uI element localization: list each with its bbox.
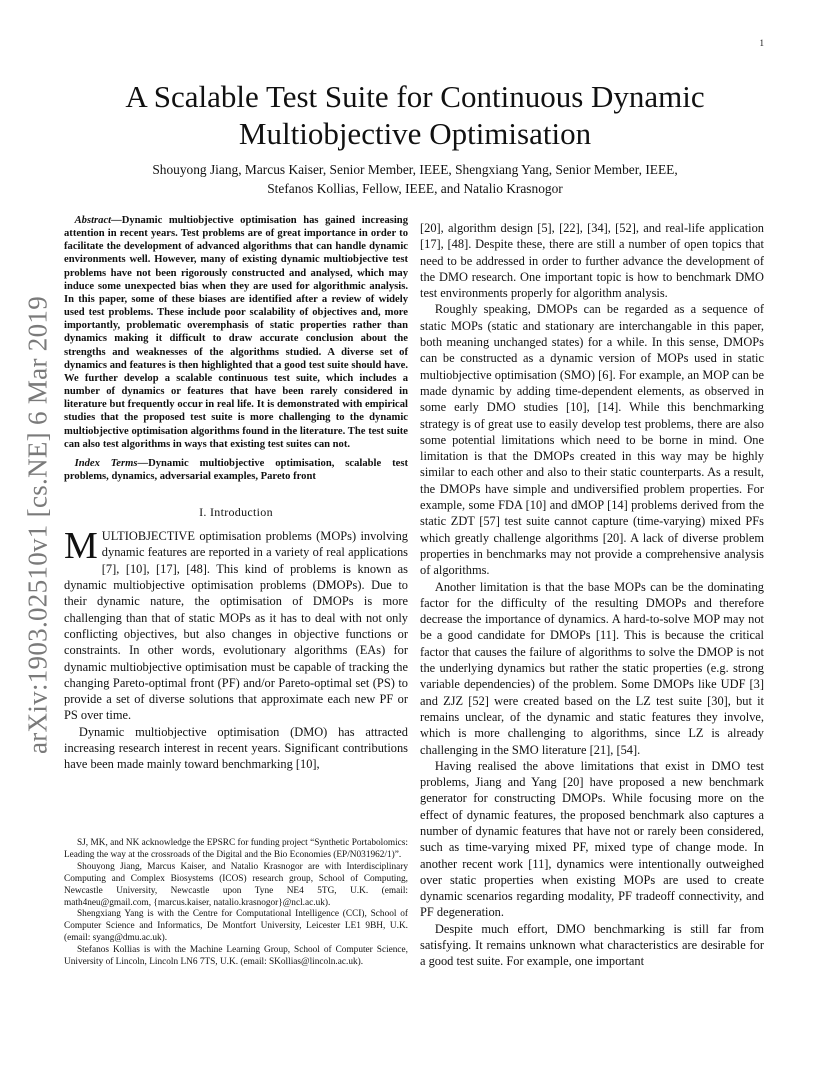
intro-body [64,525,408,772]
paper-title: A Scalable Test Suite for Continuous Dynamic Multiobjective Optimisation [125,79,705,151]
intro-paragraph-2: Dynamic multiobjective optimisation (DMO) has attracted increasing research interest in recent years. Significant contributions have been made mainly toward benchmarking [10], [64,724,408,772]
index-terms-label: Index Terms [74,457,138,469]
index-terms [64,457,408,483]
left-column [64,214,408,773]
right-paragraph-1: [20], algorithm design [5], [22], [34], [52], and real-life application [17], [48]. Despite these, there are still a number of open topics that need to be addressed in order to further advance the development of the DMO research. One important topic is how to benchmark DMO test environments properly for algorithm analysis. [420,221,764,301]
arxiv-stamp [18,290,58,760]
right-paragraph-3: Another limitation is that the base MOPs can be the dominating factor for the difficulty of the resulting DMOPs and therefore decrease the importance of dynamics. A hard-to-solve MOP may not be a good candidate for DMOPs [11]. This is because the critical factor that causes the failure of algorithms to solve the DMOP is not the underlying dynamics but rather the static properties (e.g. strong variable dependencies) of the problem. Some DMOPs like UDF [3] and ZJZ [52] were created based on the LZ test suite [30], but it remains unclear, of the dynamic and static features they involve, which is more challenging to algorithms, since LZ is already challenging in the SMO literature [21], [54]. [420,579,764,757]
right-column [420,220,764,970]
footnote-3: Shengxiang Yang is with the Centre for Computational Intelligence (CCI), School of Computer Science and Informatics, De Montfort University, Leicester LE1 9BH, U.K. (email: syang@dmu.ac.uk). [64,909,408,944]
right-paragraph-5: Despite much effort, DMO benchmarking is still far from satisfying. It remains unknown what characteristics are desirable for a good test suite. For example, one important [420,921,764,969]
intro-paragraph-1-text: ULTIOBJECTIVE optimisation problems (MOPs) involving dynamic features are reported in a variety of real applications [7], [10], [17], [48]. This kind of problems is known as dynamic multiobjective optimisation problems (DMOPs). Due to their dynamic nature, the optimisation of DMOPs is more challenging than that of static MOPs as it has to deal with not only conflicting objectives, but also changes in objective functions or constraints. In other words, evolutionary algorithms (EAs) for dynamic multiobjective optimisation must be capable of tracking the changing Pareto-optimal front (PF) and/or Pareto-optimal set (PS) to provide a set of diverse solutions that approximate each new PF or PS over time. [64,529,408,723]
right-paragraph-4: Having realised the above limitations that exist in DMO test problems, Jiang and Yang [20] have proposed a new benchmark generator for constructing DMOPs. While focusing more on the effect of dynamic features, the proposed benchmark also captures a number of dynamic features that have not or rarely been considered, such as time-varying mixed PF, mixed type of change mode. In another recent work [11], dynamics were intentionally outweighed over static properties when existing MOPs are used to create dynamic scenarios regarding modality, PF tradeoff connectivity, and PF degeneration. [420,758,764,920]
section-heading: I. Introduction [199,505,273,520]
author-list [70,160,760,198]
intro-paragraph-1 [64,525,408,724]
page-number: 1 [759,38,764,48]
authors-line-1: Shouyong Jiang, Marcus Kaiser, Senior Member, IEEE, Shengxiang Yang, Senior Member, IEEE, [152,162,678,177]
footnote-2: Shouyong Jiang, Marcus Kaiser, and Natalio Krasnogor are with Interdisciplinary Computing and Complex Biosystems (ICOS) research group, School of Computing, Newcastle University, Newcastle upon Tyne NE4 5TG, U.K. (email: math4neu@gmail.com, {marcus.kaiser, natalio.krasnogor}@ncl.ac.uk). [64,861,408,908]
abstract-text: —Dynamic multiobjective optimisation has gained increasing attention in recent years. Test problems are of great importance in order to facilitate the development of advanced algorithms that can handle dynamic environments well. However, many of existing dynamic multiobjective test problems have not been rigorously constructed and analysed, which may induce some unexpected bias when they are used for algorithmic analysis. In this paper, some of these biases are identified after a review of widely used test problems. These include poor scalability of objectives and, more importantly, problematic overemphasis of static properties rather than dynamics making it difficult to draw accurate conclusion about the strengths and weaknesses of the algorithms studied. A diverse set of dynamics and features is then highlighted that a good test suite should have. We further develop a scalable continuous test suite, which includes a number of dynamics or features that have been rarely considered in literature but frequently occur in real life. It is demonstrated with empirical studies that the proposed test suite is more challenging to the dynamic multiobjective optimisation algorithms found in the literature. The test suite can also test algorithms in ways that existing test suites can not. [64,215,408,450]
right-paragraph-2: Roughly speaking, DMOPs can be regarded as a sequence of static MOPs (static and stationary are interchangable in this paper, both meaning unchanged states) for a while. In this sense, DMOPs can be constructed as a dynamic version of MOPs used in static multiobjective optimisation (SMO) [6]. For example, an MOP can be made dynamic by adding time-dependent elements, as observed in some early DMO studies [10], [14]. While this benchmarking strategy is of great use to easily develop test problems, there are also some potential limitations which need to be borne in mind. One limitation is that the DMOPs created in this way may be highly similar to each other and also to their static counterparts. As a result, the DMOPs have simple and undiversified problem properties. For example, some FDA [10] and dMOP [14] problems derived from the static ZDT [57] test suite cannot capture (time-varying) mixed PFs which greatly challenge algorithms [20]. A lack of diverse problem properties in benchmarks may not provide a comprehensive analysis of algorithms. [420,302,764,578]
footnote-4: Stefanos Kollias is with the Machine Learning Group, School of Computer Science, University of Lincoln, Lincoln LN6 7TS, U.K. (email: SKollias@lincoln.ac.uk). [64,945,408,968]
abstract-label: Abstract [74,215,112,226]
authors-line-2: Stefanos Kollias, Fellow, IEEE, and Natalio Krasnogor [267,181,563,196]
drop-cap: M [64,525,98,568]
index-terms-text: —Dynamic multiobjective optimisation, scalable test problems, dynamics, adversarial examples, Pareto front [64,457,408,482]
abstract [64,214,408,451]
arxiv-stamp-text: arXiv:1903.02510v1 [cs.NE] 6 Mar 2019 [22,295,53,755]
footnote-1: SJ, MK, and NK acknowledge the EPSRC for funding project “Synthetic Portabolomics: Leading the way at the crossroads of the Digital and the Bio Economies (EP/N031962/1)”. [64,838,408,860]
footnotes [64,838,408,969]
